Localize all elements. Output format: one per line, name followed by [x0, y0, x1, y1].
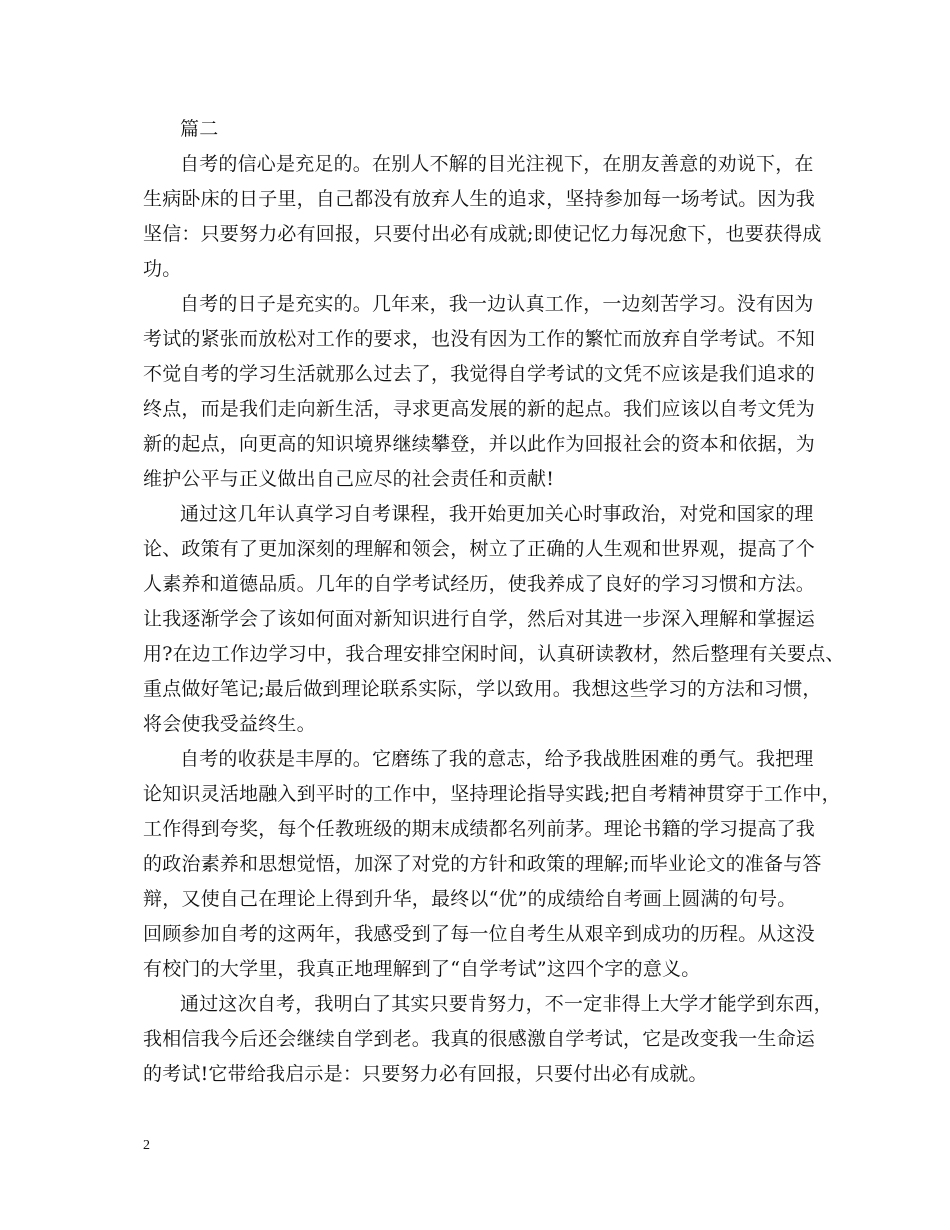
paragraph-line: 功。 — [143, 258, 182, 280]
paragraph-line: 维护公平与正义做出自己应尽的社会责任和贡献! — [143, 468, 555, 490]
paragraph-line: 重点做好笔记;最后做到理论联系实际，学以致用。我想这些学习的方法和习惯， — [143, 678, 822, 700]
section-heading: 篇二 — [180, 118, 219, 140]
paragraph-line: 生病卧床的日子里，自己都没有放弃人生的追求，坚持参加每一场考试。因为我 — [143, 188, 816, 210]
paragraph-line: 人素养和道德品质。几年的自学考试经历，使我养成了良好的学习习惯和方法。 — [143, 573, 816, 595]
paragraph-line: 考试的紧张而放松对工作的要求，也没有因为工作的繁忙而放弃自学考试。不知 — [143, 328, 816, 350]
paragraph-line: 我相信我今后还会继续自学到老。我真的很感激自学考试，它是改变我一生命运 — [143, 1028, 816, 1050]
paragraph-line: 的考试!它带给我启示是：只要努力必有回报，只要付出必有成就。 — [143, 1063, 708, 1085]
paragraph-line: 自考的日子是充实的。几年来，我一边认真工作，一边刻苦学习。没有因为 — [180, 293, 814, 315]
paragraph-line: 自考的收获是丰厚的。它磨练了我的意志，给予我战胜困难的勇气。我把理 — [180, 748, 814, 770]
paragraph-line: 终点，而是我们走向新生活，寻求更高发展的新的起点。我们应该以自考文凭为 — [143, 398, 816, 420]
paragraph-line: 论、政策有了更加深刻的理解和领会，树立了正确的人生观和世界观，提高了个 — [143, 538, 816, 560]
paragraph-line: 自考的信心是充足的。在别人不解的目光注视下，在朋友善意的劝说下，在 — [180, 153, 814, 175]
paragraph-line: 让我逐渐学会了该如何面对新知识进行自学，然后对其进一步深入理解和掌握运 — [143, 608, 816, 630]
paragraph-line: 辩，又使自己在理论上得到升华，最终以“优”的成绩给自考画上圆满的句号。 — [143, 888, 797, 910]
paragraph-line: 用?在边工作边学习中，我合理安排空闲时间，认真研读教材，然后整理有关要点、 — [143, 643, 845, 665]
paragraph-line: 工作得到夸奖，每个任教班级的期末成绩都名列前茅。理论书籍的学习提高了我 — [143, 818, 816, 840]
paragraph-line: 将会使我受益终生。 — [143, 713, 316, 735]
paragraph-line: 通过这次自考，我明白了其实只要肯努力，不一定非得上大学才能学到东西， — [180, 993, 833, 1015]
paragraph-line: 新的起点，向更高的知识境界继续攀登，并以此作为回报社会的资本和依据，为 — [143, 433, 816, 455]
paragraph-line: 有校门的大学里，我真正地理解到了“自学考试”这四个字的意义。 — [143, 958, 701, 980]
page-number: 2 — [143, 1138, 150, 1153]
paragraph-line: 论知识灵活地融入到平时的工作中，坚持理论指导实践;把自考精神贯穿于工作中， — [143, 783, 841, 805]
paragraph-line: 的政治素养和思想觉悟，加深了对党的方针和政策的理解;而毕业论文的准备与答 — [143, 853, 822, 875]
paragraph-line: 回顾参加自考的这两年，我感受到了每一位自考生从艰辛到成功的历程。从这没 — [143, 923, 816, 945]
paragraph-line: 坚信：只要努力必有回报，只要付出必有成就;即使记忆力每况愈下，也要获得成 — [143, 223, 822, 245]
paragraph-line: 不觉自考的学习生活就那么过去了，我觉得自学考试的文凭不应该是我们追求的 — [143, 363, 816, 385]
paragraph-line: 通过这几年认真学习自考课程，我开始更加关心时事政治，对党和国家的理 — [180, 503, 814, 525]
